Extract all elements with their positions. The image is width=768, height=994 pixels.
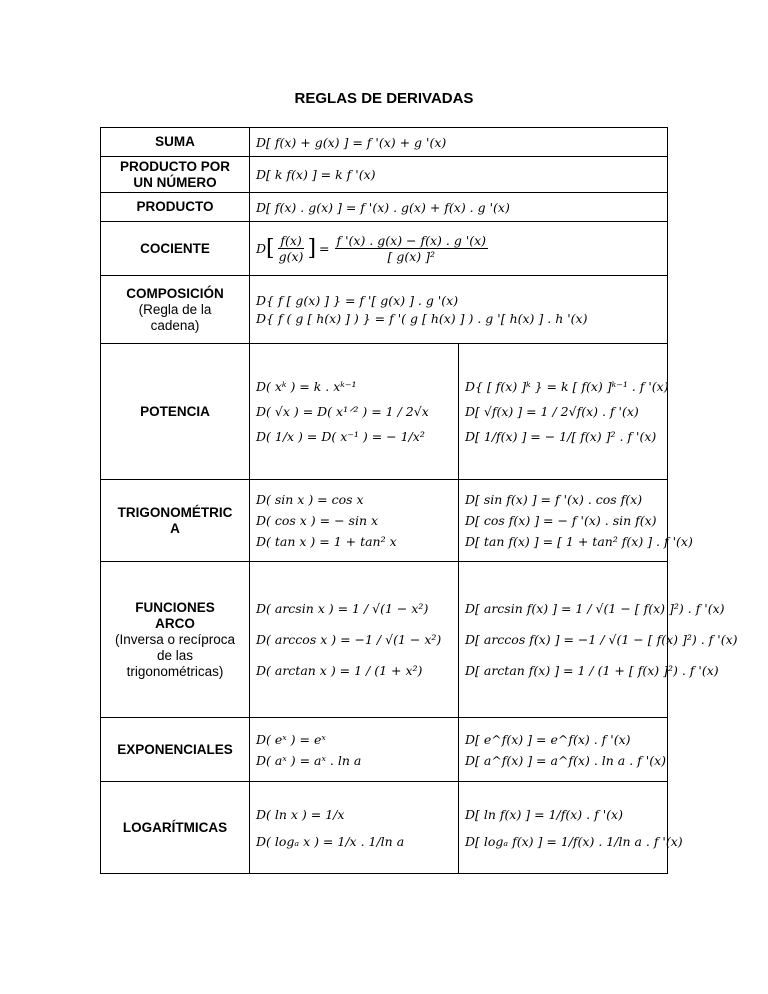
rule-formula-composite: D[ arcsin f(x) ] = 1 / √(1 − [ f(x) ]²) . f '(x) D[ arccos f(x) ] = −1 / √(1 − [ f(x) ]²) . f '(x) D[ arctan f(x) ] = 1 / (1 + [ f(x) ]²) . f '(x) (459, 562, 668, 718)
rule-formula-composite: D[ sin f(x) ] = f '(x) . cos f(x) D[ cos f(x) ] = − f '(x) . sin f(x) D[ tan f(x) ] = [ 1 + tan² f(x) ] . f '(x) (459, 480, 668, 562)
rule-formula-basic: D( arcsin x ) = 1 / √(1 − x²) D( arccos x ) = −1 / √(1 − x²) D( arctan x ) = 1 / (1 + x²) (250, 562, 459, 718)
rule-formula-basic: D( sin x ) = cos x D( cos x ) = − sin x D( tan x ) = 1 + tan² x (250, 480, 459, 562)
rule-formula: D [ f(x) g(x) ] = $\frac{f '(x) . g(x) - f(x) . g '(x)}{\text{[ g(x) ]²}}$ (250, 222, 668, 276)
rule-label: EXPONENCIALES (101, 718, 250, 782)
table-row (101, 344, 668, 480)
rule-label: COCIENTE (101, 222, 250, 276)
rule-formula-basic: D( xᵏ ) = k . xᵏ⁻¹ D( √x ) = D( x¹ᐟ² ) = 1 / 2√x D( 1/x ) = D( x⁻¹ ) = − 1/x² (250, 344, 459, 480)
table-row (101, 480, 668, 562)
rule-formula-composite: D[ ln f(x) ] = 1/f(x) . f '(x) D[ logₐ f(x) ] = 1/f(x) . 1/ln a . f '(x) (459, 782, 668, 874)
table-row (101, 222, 668, 276)
derivative-rules-table (100, 127, 738, 874)
rule-formula-composite: D{ [ f(x) ]ᵏ } = k [ f(x) ]ᵏ⁻¹ . f '(x) D[ √f(x) ] = 1 / 2√f(x) . f '(x) D[ 1/f(x) ] = − 1/[ f(x) ]² . f '(x) (459, 344, 668, 480)
rule-label: FUNCIONES ARCO (Inversa o recíproca de las trigonométricas) (101, 562, 250, 718)
table-row (101, 193, 668, 222)
rule-label: SUMA (101, 128, 250, 157)
rule-formula: D[ k f(x) ] = k f '(x) (250, 157, 668, 193)
table-row (101, 562, 668, 718)
rule-formula-basic: D( ln x ) = 1/x D( logₐ x ) = 1/x . 1/ln a (250, 782, 459, 874)
rule-label: LOGARÍTMICAS (101, 782, 250, 874)
rule-formula: D[ f(x) . g(x) ] = f '(x) . g(x) + f(x) . g '(x) (250, 193, 668, 222)
rule-formula-composite: D[ e^f(x) ] = e^f(x) . f '(x) D[ a^f(x) ] = a^f(x) . ln a . f '(x) (459, 718, 668, 782)
rule-label: TRIGONOMÉTRIC A (101, 480, 250, 562)
rule-formula-basic: D( eˣ ) = eˣ D( aˣ ) = aˣ . ln a (250, 718, 459, 782)
rule-formula: D{ f [ g(x) ] } = f '[ g(x) ] . g '(x) D{ f ( g [ h(x) ] ) } = f '( g [ h(x) ] ) . g '[ h(x) ] . h '(x) (250, 276, 668, 344)
page-title: REGLAS DE DERIVADAS (294, 90, 474, 107)
table-row (101, 718, 668, 782)
table-row (101, 782, 668, 874)
rule-label: COMPOSICIÓN (Regla de la cadena) (101, 276, 250, 344)
table-row (101, 276, 668, 344)
rule-label: PRODUCTO (101, 193, 250, 222)
table-row (101, 157, 668, 193)
table-row (101, 128, 668, 157)
rule-label: POTENCIA (101, 344, 250, 480)
rule-formula: D[ f(x) + g(x) ] = f '(x) + g '(x) (250, 128, 668, 157)
rule-label: PRODUCTO POR UN NÚMERO (101, 157, 250, 193)
